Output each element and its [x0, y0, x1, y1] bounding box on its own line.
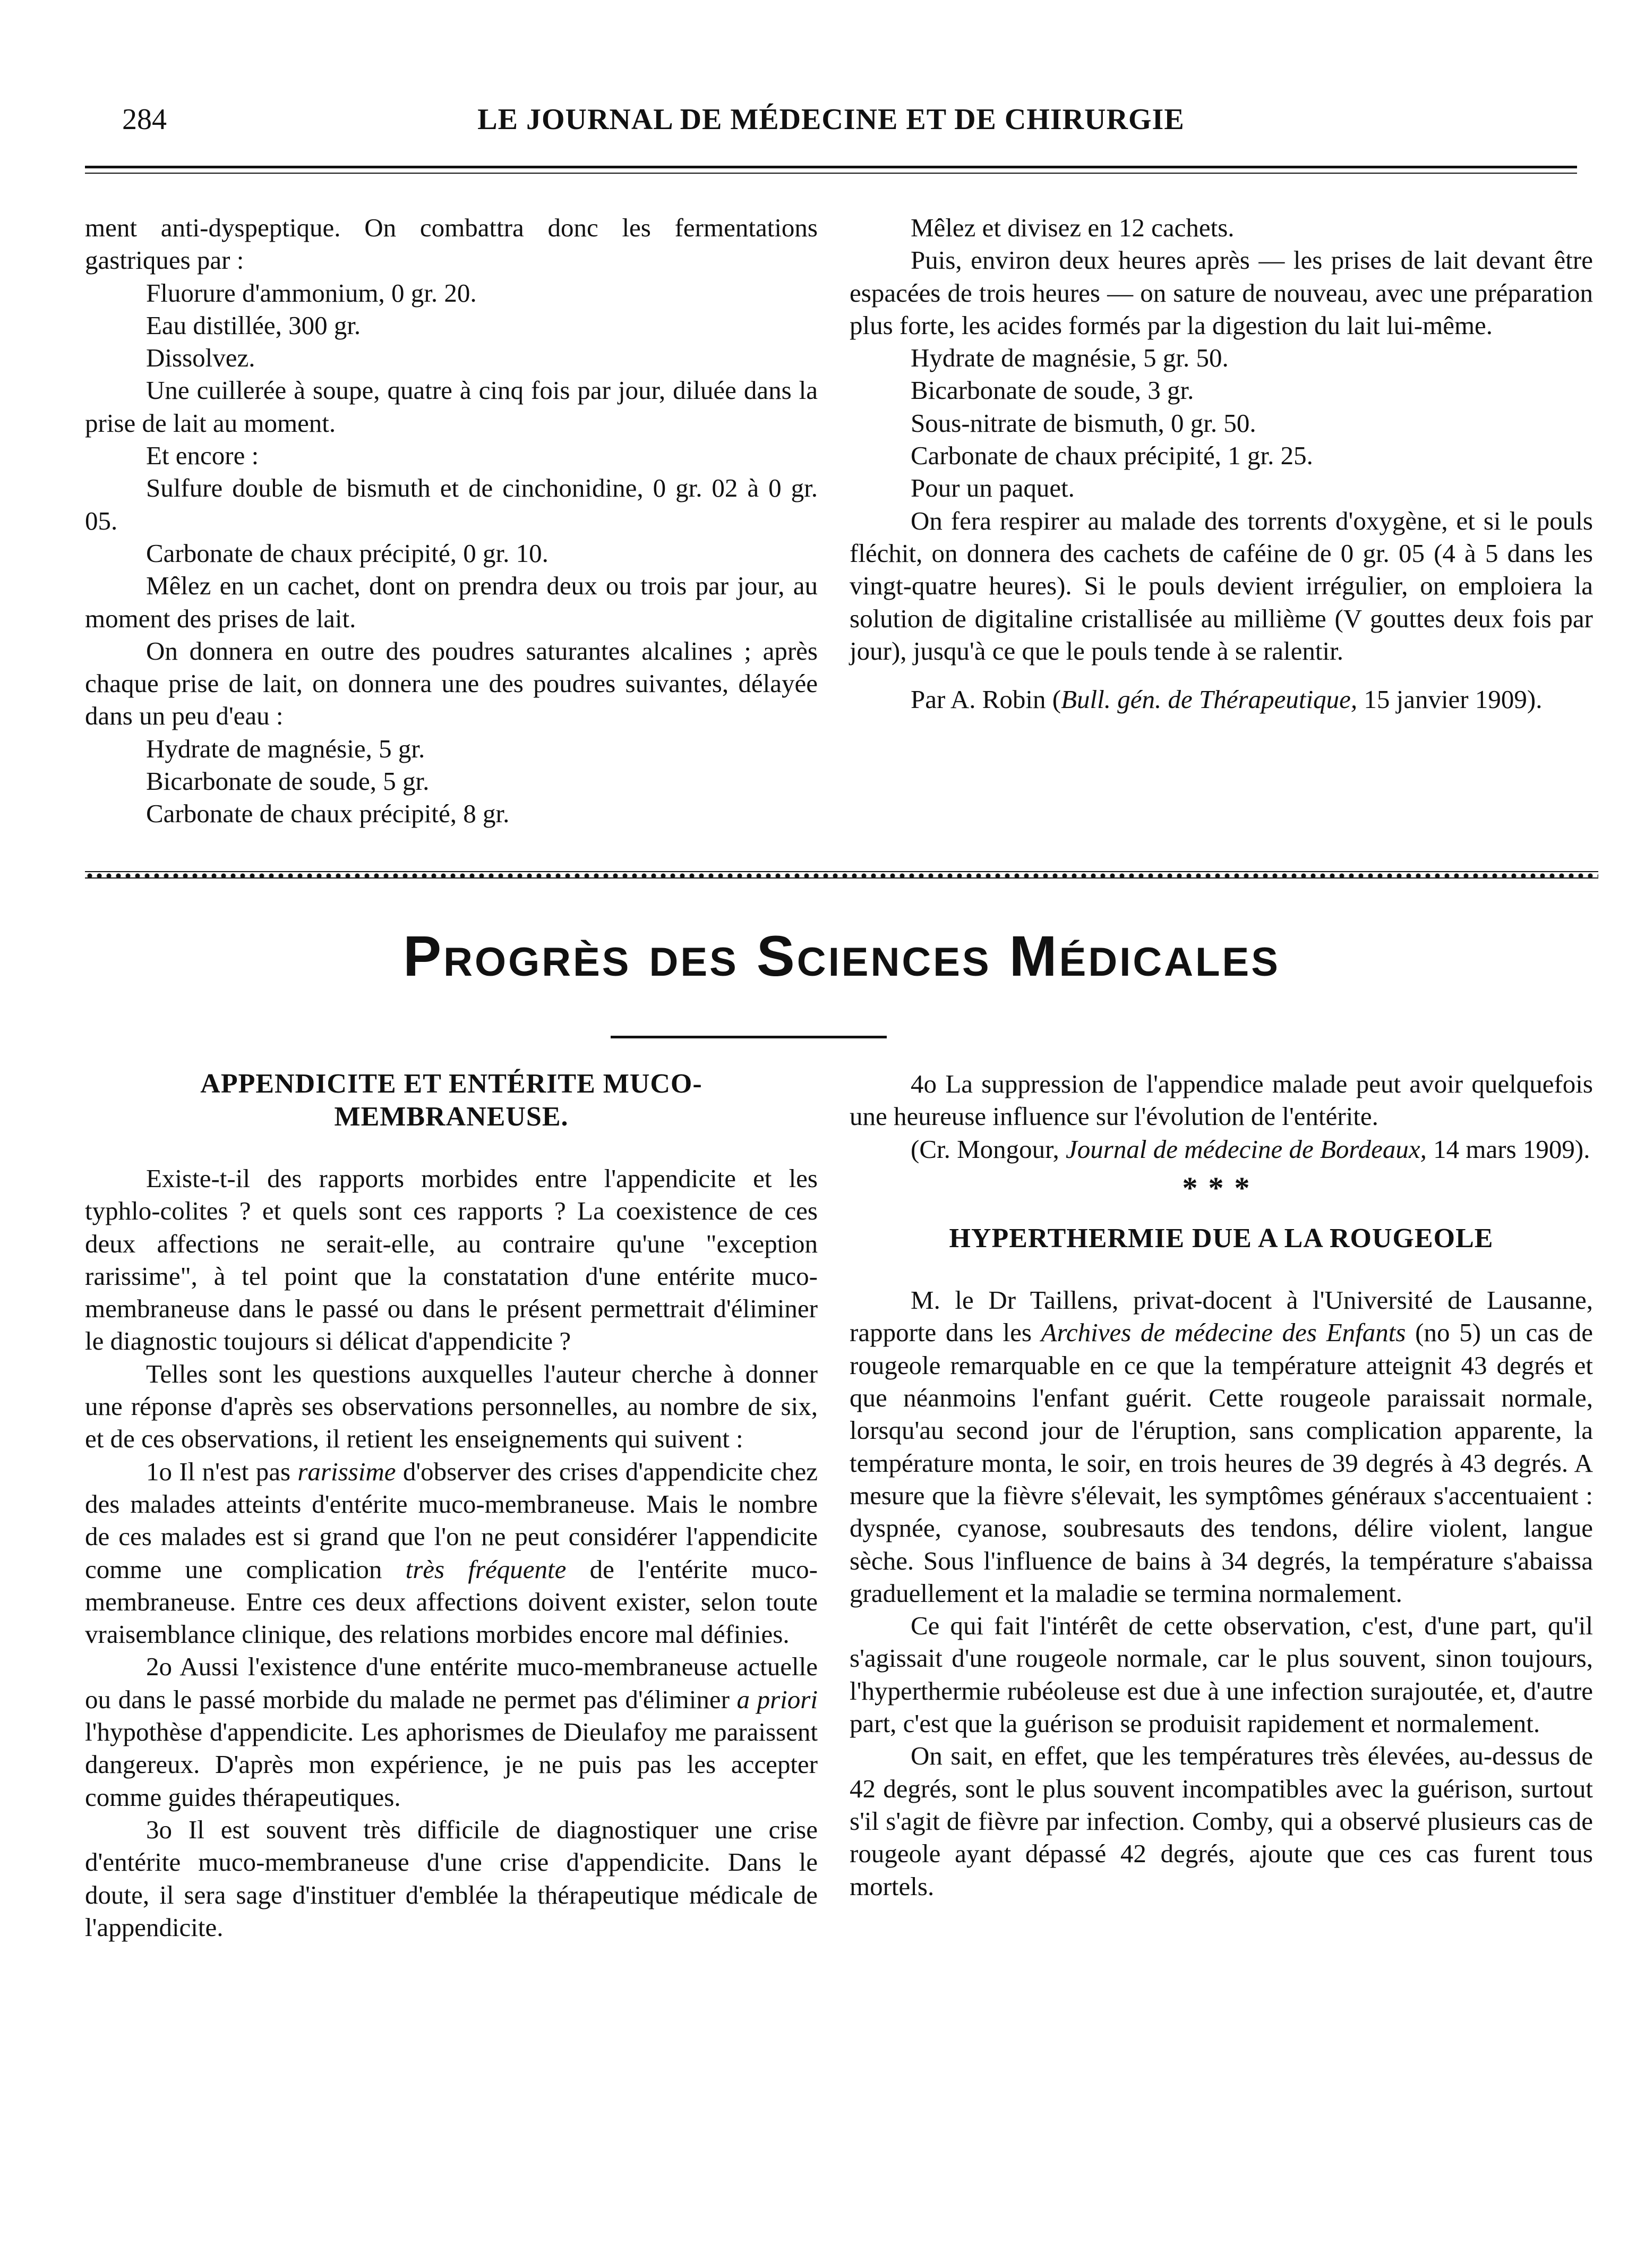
- formula-line: Carbonate de chaux précipité, 1 gr. 25.: [911, 441, 1313, 471]
- paragraph: Puis, environ deux heures après — les prises de lait devant être espacées de trois heures — on sature de nouveau, avec une préparation plus forte, les acides formés par la digestion du lait lui-même.: [850, 245, 1593, 340]
- text-run: M. le Dr Taillens, privat-docent à l'Université de Lausanne, rapporte dans les: [850, 1285, 1593, 1348]
- article-title: HYPERTHERMIE DUE A LA ROUGEOLE: [949, 1223, 1494, 1254]
- citation-prefix: (Cr. Mongour,: [911, 1134, 1066, 1164]
- asterism: ***: [1182, 1170, 1261, 1205]
- running-title: LE JOURNAL DE MÉDECINE ET DE CHIRURGIE: [477, 103, 1185, 136]
- italic-text: a priori: [736, 1684, 818, 1714]
- paragraph: On donnera en outre des poudres saturantes alcalines ; après chaque prise de lait, on donnera une des poudres suivantes, délayée dans un peu d'eau :: [85, 636, 818, 731]
- citation: [850, 683, 1593, 715]
- formula-line: Dissolvez.: [146, 343, 255, 373]
- spacer: [850, 667, 1593, 683]
- paragraph: Une cuillerée à soupe, quatre à cinq fois par jour, diluée dans la prise de lait au moment.: [85, 376, 818, 438]
- top-right-column: [850, 211, 1593, 715]
- section-rule: [611, 1036, 887, 1038]
- citation: [850, 1133, 1593, 1165]
- paragraph: 3o Il est souvent très difficile de diagnostiquer une crise d'entérite muco-membraneuse d'une crise d'appendicite. Dans le doute, il sera sage d'instituer d'emblée la thérapeutique médicale de l'appendicite.: [85, 1814, 818, 1942]
- formula-line: Carbonate de chaux précipité, 0 gr. 10.: [146, 538, 549, 568]
- formula-line: Et encore :: [146, 441, 259, 471]
- formula-line: Pour un paquet.: [911, 473, 1075, 503]
- text-run: 2o Aussi l'existence d'une entérite muco-membraneuse actuelle ou dans le passé morbide du malade ne permet pas d'éliminer: [85, 1652, 818, 1714]
- formula-line: Bicarbonate de soude, 5 gr.: [146, 766, 430, 796]
- formula-line: Eau distillée, 300 gr.: [146, 310, 361, 340]
- bottom-right-column: [850, 1068, 1593, 1903]
- paragraph: Existe-t-il des rapports morbides entre l'appendicite et les typhlo-colites ? et quels sont ces rapports ? La coexistence de ces deux affections ne serait-elle, au contraire qu'une "exception rarissime", à tel point que la constatation d'une entérite muco-membraneuse dans le passé ou dans le présent permettrait d'éliminer le diagnostic toujours si délicat d'appendicite ?: [85, 1164, 818, 1356]
- paragraph: Telles sont les questions auxquelles l'auteur cherche à donner une réponse d'après ses observations personnelles, au nombre de six, et de ces observations, il retient les enseignements qui suivent :: [85, 1359, 818, 1454]
- italic-text: rarissime: [297, 1456, 396, 1486]
- text-run: d'observer des crises d'appendicite chez des malades atteints d'entérite muco-membraneuse. Mais le nombre de ces malades est si grand que l'on ne peut considérer l'appendicite comme une complication: [85, 1456, 818, 1584]
- citation-prefix: Par A. Robin (: [911, 685, 1061, 714]
- paragraph: On sait, en effet, que les températures très élevées, au-dessus de 42 degrés, sont le plus souvent incompatibles avec la guérison, surtout s'il s'agit de fièvre par infection. Comby, qui a observé plusieurs cas de rougeole ayant dépassé 42 degrés, ajoute que ces cas furent tous mortels.: [850, 1741, 1593, 1901]
- article-title: APPENDICITE ET ENTÉRITE MUCO-MEMBRANEUSE.: [200, 1069, 702, 1132]
- paragraph: Ce qui fait l'intérêt de cette observation, c'est, d'une part, qu'il s'agissait d'une rougeole normale, car le plus souvent, sinon toujours, l'hyperthermie rubéoleuse est due à une infection surajoutée, et, d'autre part, c'est que la guérison se produisit rapidement et normalement.: [850, 1611, 1593, 1738]
- italic-text: très fréquente: [405, 1554, 567, 1584]
- formula-line: Mêlez et divisez en 12 cachets.: [911, 213, 1235, 242]
- formula-line: Hydrate de magnésie, 5 gr.: [146, 734, 425, 763]
- formula-line: Bicarbonate de soude, 3 gr.: [911, 376, 1194, 405]
- formula-line: Carbonate de chaux précipité, 8 gr.: [146, 799, 510, 829]
- paragraph: ment anti-dyspeptique. On combattra donc les fermentations gastriques par :: [85, 213, 818, 275]
- formula-line: Fluorure d'ammonium, 0 gr. 20.: [146, 278, 477, 308]
- section-title: Progrès des Sciences Médicales: [403, 924, 1280, 988]
- text-run: 1o Il n'est pas: [146, 1456, 298, 1486]
- page-header: [85, 96, 1577, 143]
- header-rule: [85, 166, 1577, 174]
- dotted-separator: [85, 871, 1598, 879]
- paragraph: On fera respirer au malade des torrents d'oxygène, et si le pouls fléchit, on donnera des cachets de caféine de 0 gr. 05 (4 à 5 dans les vingt-quatre heures). Si le pouls devient irrégulier, on emploiera la solution de digitaline cristallisée au millième (V gouttes deux fois par jour), jusqu'à ce que le pouls tende à se ralentir.: [850, 506, 1593, 666]
- italic-text: Archives de médecine des Enfants: [1041, 1318, 1406, 1348]
- top-left-column: [85, 211, 818, 830]
- page-number: 284: [122, 103, 167, 136]
- paragraph: Mêlez en un cachet, dont on prendra deux ou trois par jour, au moment des prises de lait.: [85, 571, 818, 633]
- formula-line: Sous-nitrate de bismuth, 0 gr. 50.: [911, 408, 1256, 438]
- paragraph: [850, 1284, 1593, 1609]
- text-run: de l'entérite muco-membraneuse. Entre ces deux affections doivent exister, selon toute vraisemblance clinique, des relations morbides encore mal définies.: [85, 1554, 818, 1649]
- citation-suffix: 15 janvier 1909).: [1357, 685, 1543, 714]
- formula-line: Hydrate de magnésie, 5 gr. 50.: [911, 343, 1229, 373]
- paragraph: [85, 1650, 818, 1813]
- paragraph: [85, 1455, 818, 1651]
- citation-source: Bull. gén. de Thérapeutique,: [1061, 685, 1358, 714]
- citation-suffix: 14 mars 1909).: [1426, 1134, 1590, 1164]
- formula-line: Sulfure double de bismuth et de cinchonidine, 0 gr. 02 à 0 gr. 05.: [85, 473, 818, 535]
- bottom-left-column: [85, 1068, 818, 1943]
- text-run: l'hypothèse d'appendicite. Les aphorismes de Dieulafoy me paraissent dangereux. D'après mon expérience, je ne puis pas les accepter comme guides thérapeutiques.: [85, 1717, 818, 1812]
- citation-source: Journal de médecine de Bordeaux,: [1066, 1134, 1427, 1164]
- text-run: (no 5) un cas de rougeole remarquable en ce que la température atteignit 43 degrés et que néanmoins l'enfant guérit. Cette rougeole paraissait normale, lorsqu'au second jour de l'éruption, sans complication apparente, la température monta, le soir, en trois heures de 39 degrés à 43 degrés. A mesure que la fièvre s'élevait, les symptômes généraux s'accentuaient : dyspnée, cyanose, soubresauts des tendons, délire violent, langue sèche. Sous l'influence de bains à 34 degrés, la température s'abaissa graduellement et la maladie se termina normalement.: [850, 1318, 1593, 1608]
- paragraph: 4o La suppression de l'appendice malade peut avoir quelquefois une heureuse influence sur l'évolution de l'entérite.: [850, 1069, 1593, 1131]
